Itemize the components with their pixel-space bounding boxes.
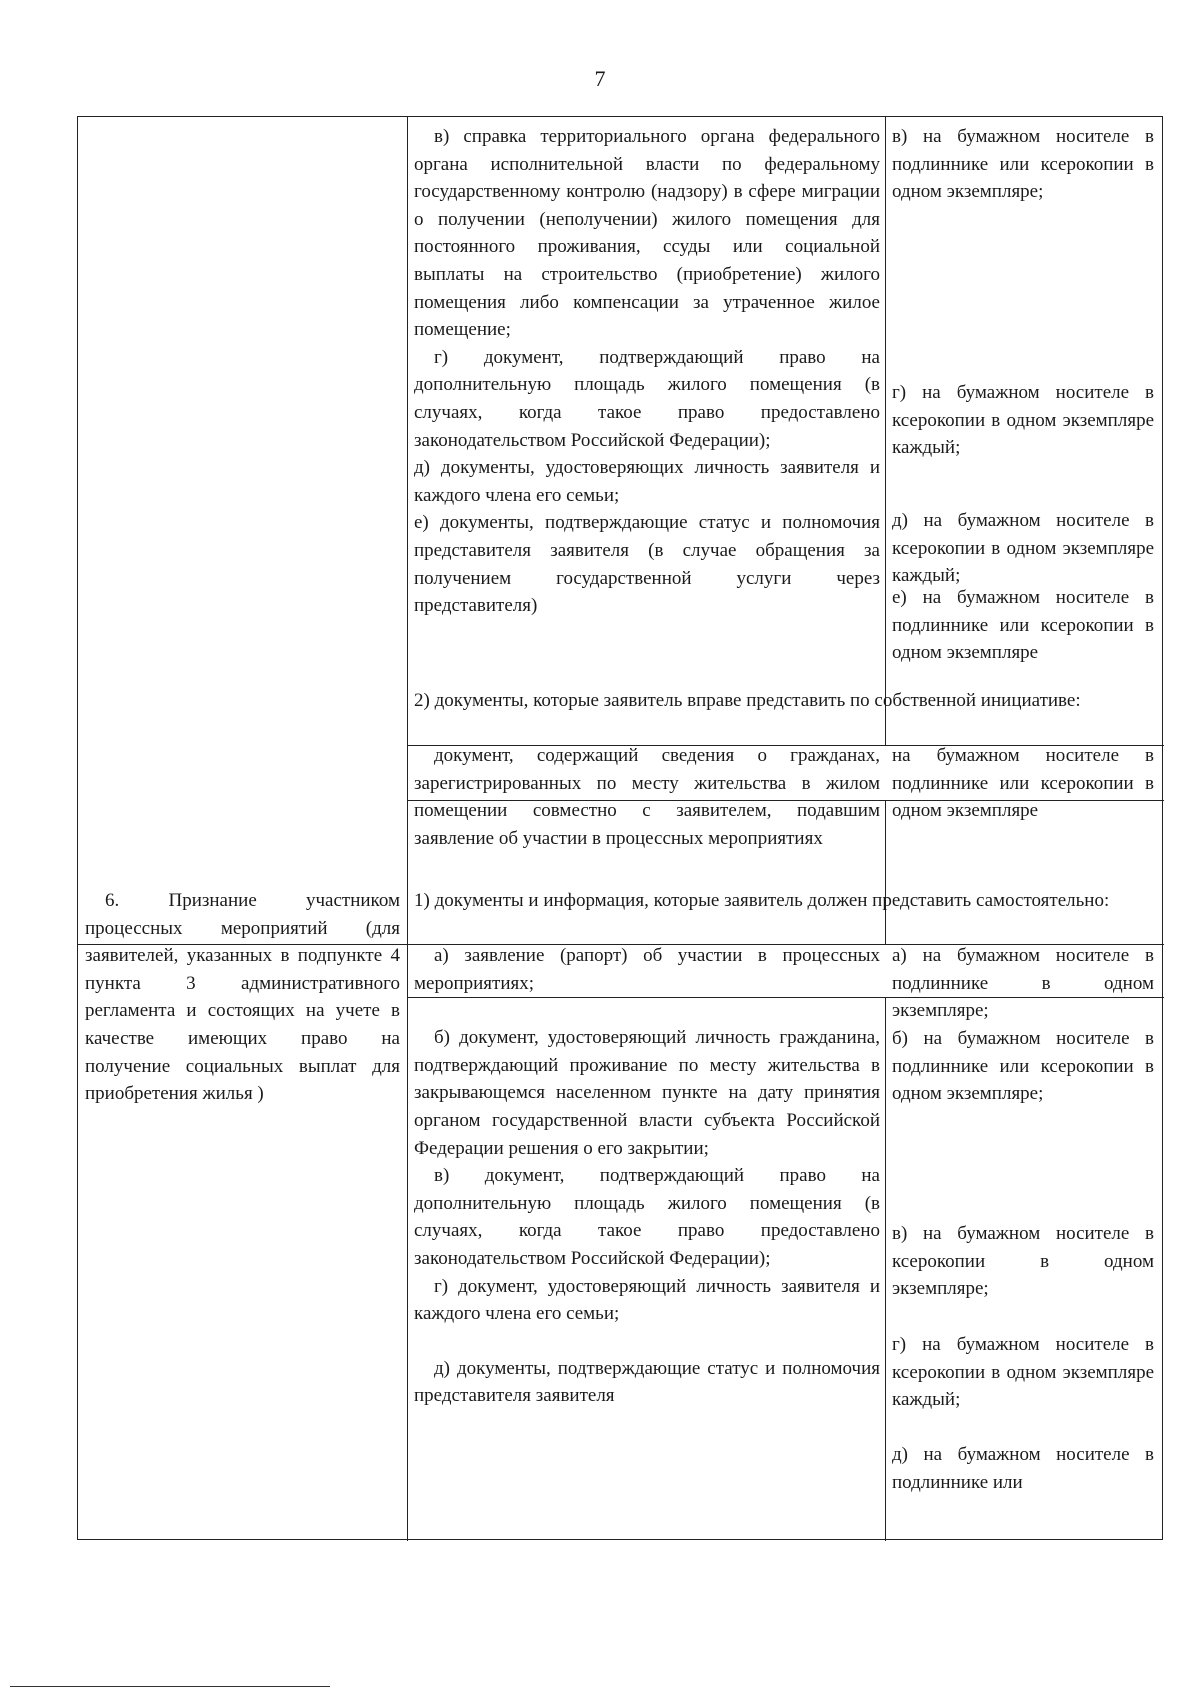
- form-item: в) на бумажном носителе в подлиннике или ксерокопии в одном экземпляре;: [892, 126, 1154, 203]
- form-item: г) на бумажном носителе в ксерокопии в одном экземпляре каждый;: [892, 1334, 1154, 1411]
- document-item: д) документы, удостоверяющих личность заявителя и каждого члена его семьи;: [414, 457, 880, 506]
- column-divider-2b: [885, 800, 886, 944]
- document-item: в) документ, подтверждающий право на дополнительную площадь жилого помещения (в случаях, когда такое право предоставлено законодательством Российской Федерации);: [414, 1165, 880, 1269]
- form-item: д) на бумажном носителе в ксерокопии в одном экземпляре каждый;: [892, 510, 1154, 587]
- document-item: б) документ, удостоверяющий личность гражданина, подтверждающий проживание по месту жительства в закрывающемся населенном пункте на дату принятия органом государственной власти субъекта Российской Федерации решения о его закрытии;: [414, 1027, 880, 1159]
- document-item: г) документ, удостоверяющий личность заявителя и каждого члена его семьи;: [414, 1275, 880, 1325]
- form-item: б) на бумажном носителе в подлиннике или ксерокопии в одном экземпляре;: [892, 1028, 1154, 1105]
- optional-form-item: на бумажном носителе в подлиннике или ксерокопии в одном экземпляре: [892, 745, 1154, 822]
- optional-document-item: документ, содержащий сведения о гражданах, зарегистрированных по месту жительства в жилом помещении совместно с заявителем, подавшим заявление об участии в процессных мероприятиях: [414, 745, 880, 849]
- column-divider-2: [885, 117, 886, 745]
- required-documents-heading: 1) документы и информация, которые заявитель должен представить самостоятельно:: [414, 890, 1110, 911]
- form-item: г) на бумажном носителе в ксерокопии в одном экземпляре каждый;: [892, 382, 1154, 459]
- form-item: а) на бумажном носителе в подлиннике в одном экземпляре;: [892, 945, 1154, 1022]
- form-item: е) на бумажном носителе в подлиннике или ксерокопии в одном экземпляре: [892, 587, 1154, 664]
- column-divider-1: [407, 117, 408, 1541]
- documents-table: [77, 116, 1163, 1540]
- document-item: г) документ, подтверждающий право на дополнительную площадь жилого помещения (в случаях, когда такое право предоставлено законодательством Российской Федерации);: [414, 346, 880, 451]
- column-divider-2c: [885, 997, 886, 1541]
- form-item: в) на бумажном носителе в ксерокопии в одном экземпляре;: [892, 1223, 1154, 1300]
- document-item: в) справка территориального органа федерального органа исполнительной власти по федеральному государственному контролю (надзору) в сфере миграции о получении (неполучении) жилого помещения для постоянного проживания, ссуды или социальной выплаты на строительство (приобретение) жилого помещения либо компенсации за утраченное жилое помещение;: [414, 126, 880, 341]
- page-number: 7: [594, 66, 606, 91]
- document-list-a: [414, 123, 880, 620]
- form-item: д) на бумажном носителе в подлиннике или: [892, 1444, 1154, 1493]
- document-item: е) документы, подтверждающие статус и полномочия представителя заявителя (в случае обращения за получением государственной услуги через представителя): [414, 512, 880, 617]
- document-list-b: [414, 942, 880, 1410]
- document-item: д) документы, подтверждающие статус и полномочия представителя заявителя: [414, 1357, 880, 1407]
- service-category-6: 6. Признание участником процессных мероприятий (для заявителей, указанных в подпункте 4 пункта 3 административного регламента и состоящих на учете в качестве имеющих право на получение социальных выплат для приобретения жилья ): [85, 890, 400, 1105]
- footnote-separator: [10, 1686, 330, 1687]
- optional-documents-heading: 2) документы, которые заявитель вправе представить по собственной инициативе:: [414, 690, 1081, 711]
- document-item: а) заявление (рапорт) об участии в процессных мероприятиях;: [414, 945, 880, 994]
